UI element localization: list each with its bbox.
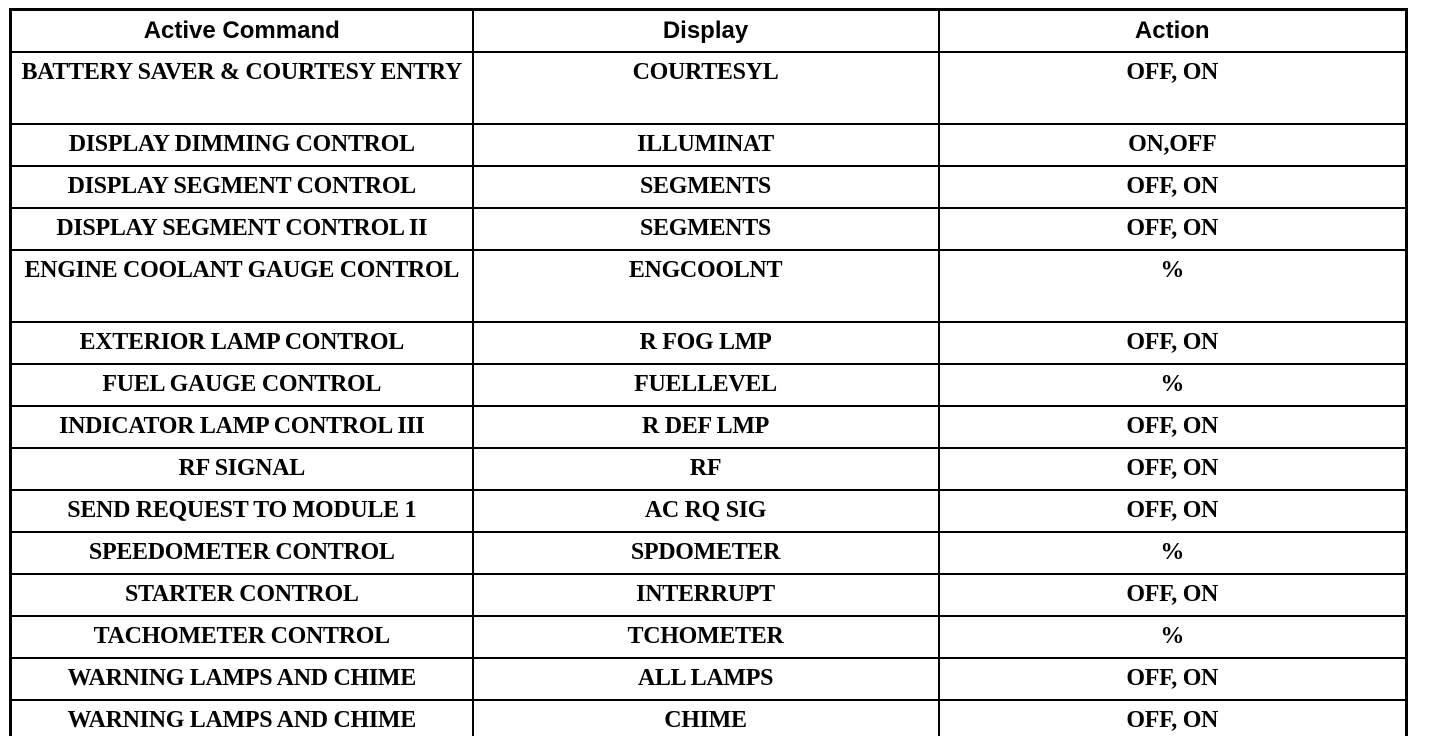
action-cell: OFF, ON: [939, 208, 1407, 250]
table-row: [11, 574, 1407, 616]
action-cell: OFF, ON: [939, 490, 1407, 532]
table-row: [11, 490, 1407, 532]
command-cell: DISPLAY SEGMENT CONTROL II: [11, 208, 473, 250]
display-cell: TCHOMETER: [473, 616, 939, 658]
action-cell: OFF, ON: [939, 52, 1407, 124]
display-cell: FUELLEVEL: [473, 364, 939, 406]
command-cell: WARNING LAMPS AND CHIME: [11, 700, 473, 736]
command-cell: STARTER CONTROL: [11, 574, 473, 616]
command-cell: FUEL GAUGE CONTROL: [11, 364, 473, 406]
action-cell: %: [939, 250, 1407, 322]
action-cell: OFF, ON: [939, 166, 1407, 208]
table-row: [11, 364, 1407, 406]
display-cell: INTERRUPT: [473, 574, 939, 616]
column-header-action: Action: [939, 10, 1407, 53]
table-row: [11, 124, 1407, 166]
column-header-active-command: Active Command: [11, 10, 473, 53]
command-cell: RF SIGNAL: [11, 448, 473, 490]
display-cell: ENGCOOLNT: [473, 250, 939, 322]
command-cell: ENGINE COOLANT GAUGE CONTROL: [11, 250, 473, 322]
table-row: [11, 250, 1407, 322]
display-cell: RF: [473, 448, 939, 490]
header-row: [11, 10, 1407, 53]
table-row: [11, 166, 1407, 208]
display-cell: SEGMENTS: [473, 208, 939, 250]
command-cell: INDICATOR LAMP CONTROL III: [11, 406, 473, 448]
action-cell: OFF, ON: [939, 322, 1407, 364]
action-cell: ON,OFF: [939, 124, 1407, 166]
table-row: [11, 406, 1407, 448]
table-row: [11, 448, 1407, 490]
table-row: [11, 208, 1407, 250]
command-cell: TACHOMETER CONTROL: [11, 616, 473, 658]
display-cell: SEGMENTS: [473, 166, 939, 208]
display-cell: ILLUMINAT: [473, 124, 939, 166]
display-cell: COURTESYL: [473, 52, 939, 124]
command-cell: BATTERY SAVER & COURTESY ENTRY: [11, 52, 473, 124]
table-row: [11, 616, 1407, 658]
table-row: [11, 700, 1407, 736]
column-header-display: Display: [473, 10, 939, 53]
display-cell: SPDOMETER: [473, 532, 939, 574]
table-row: [11, 52, 1407, 124]
action-cell: %: [939, 616, 1407, 658]
command-cell: SPEEDOMETER CONTROL: [11, 532, 473, 574]
table-row: [11, 532, 1407, 574]
command-cell: EXTERIOR LAMP CONTROL: [11, 322, 473, 364]
action-cell: %: [939, 532, 1407, 574]
display-cell: R FOG LMP: [473, 322, 939, 364]
action-cell: %: [939, 364, 1407, 406]
table-row: [11, 322, 1407, 364]
display-cell: R DEF LMP: [473, 406, 939, 448]
command-cell: DISPLAY DIMMING CONTROL: [11, 124, 473, 166]
command-cell: DISPLAY SEGMENT CONTROL: [11, 166, 473, 208]
command-cell: SEND REQUEST TO MODULE 1: [11, 490, 473, 532]
action-cell: OFF, ON: [939, 700, 1407, 736]
command-cell: WARNING LAMPS AND CHIME: [11, 658, 473, 700]
active-command-table: [9, 8, 1408, 736]
table-row: [11, 658, 1407, 700]
display-cell: AC RQ SIG: [473, 490, 939, 532]
action-cell: OFF, ON: [939, 658, 1407, 700]
display-cell: CHIME: [473, 700, 939, 736]
display-cell: ALL LAMPS: [473, 658, 939, 700]
action-cell: OFF, ON: [939, 574, 1407, 616]
action-cell: OFF, ON: [939, 406, 1407, 448]
action-cell: OFF, ON: [939, 448, 1407, 490]
